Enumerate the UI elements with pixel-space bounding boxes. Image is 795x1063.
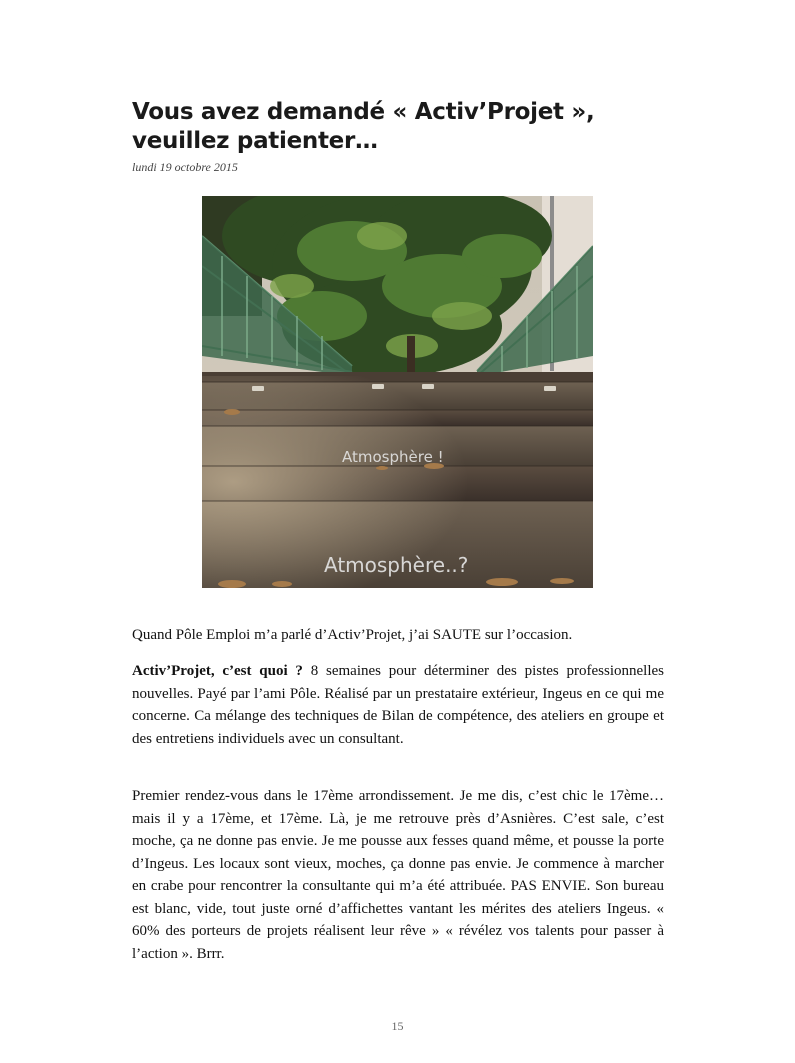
photo-caption-top: Atmosphère ! (342, 448, 444, 466)
article-title: Vous avez demandé « Activ’Projet », veuillez patienter… (132, 99, 595, 154)
paragraph-what-is-text: 8 semaines pour déterminer des pistes professionnelles nouvelles. Payé par l’ami Pôle. Réalisé par un prestataire extérieur, Ingeus en ce qui me concerne. Ca mélange des techniques de Bilan de compétence, des ateliers en groupe et des entretiens individuels avec un consultant. (132, 663, 664, 747)
paragraph-intro: Quand Pôle Emploi m’a parlé d’Activ’Projet, j’ai SAUTE sur l’occasion. (132, 627, 573, 643)
paragraph-what-is (132, 660, 664, 750)
photo-caption-bottom: Atmosphère..? (324, 553, 469, 577)
paragraph-first-meeting: Premier rendez-vous dans le 17ème arrondissement. Je me dis, c’est chic le 17ème…mais il y a 17ème, et 17ème. Là, je me retrouve près d’Asnières. C’est sale, c’est moche, ça ne donne pas envie. Je me pousse aux fesses quand même, et pousse la porte d’Ingeus. Les locaux sont vieux, moches, ça donne pas envie. Je commence à marcher en crabe pour rencontrer la consultante qui m’a été attribuée. PAS ENVIE. Son bureau est blanc, vide, tout juste orné d’affichettes vantant les mérites des ateliers Ingeus. « 60% des porteurs de projets réalisent leur rêve » « révélez vos talents pour passer à l’action ». Brrr. (132, 788, 664, 962)
article-photo (202, 196, 593, 588)
page-number: 15 (391, 1019, 404, 1033)
paragraph-lead: Activ’Projet, c’est quoi ? (132, 663, 303, 679)
article-date: lundi 19 octobre 2015 (132, 160, 238, 174)
